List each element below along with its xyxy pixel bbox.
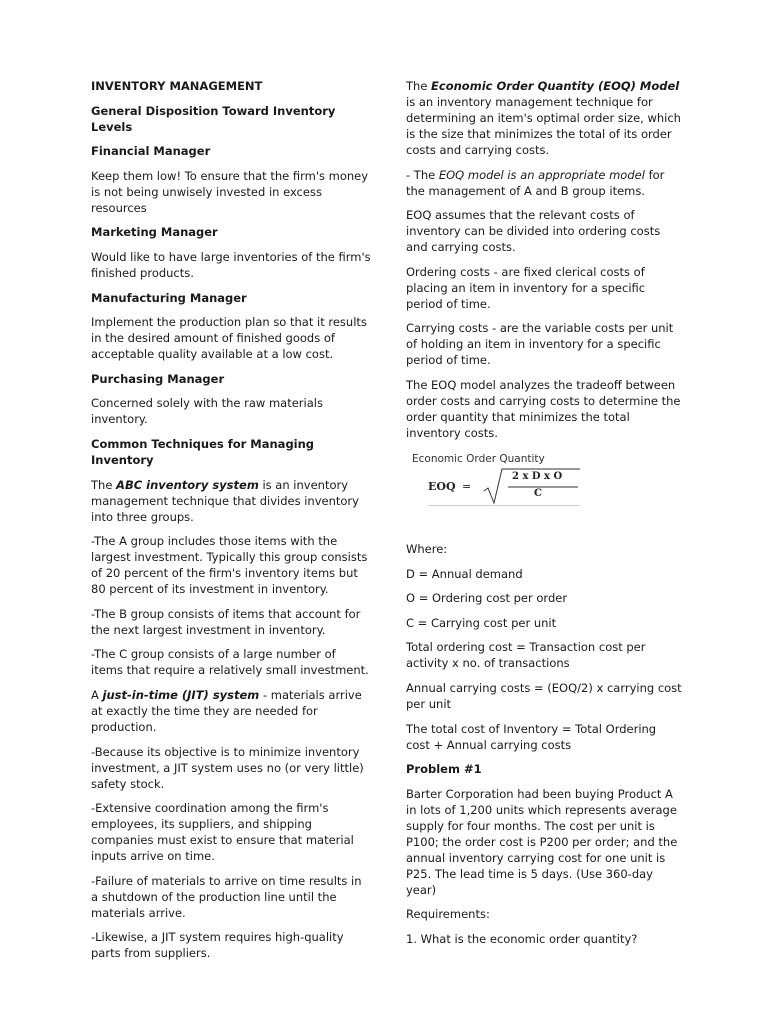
jit-point-3: -Failure of materials to arrive on time results in a shutdown of the production line until the materials arrive. <box>91 873 362 920</box>
ordering-costs-definition: Ordering costs - are fixed clerical costs of placing an item in inventory for a specific period of time. <box>406 264 646 311</box>
section-heading: General Disposition Toward Inventory Levels <box>91 103 336 134</box>
manufacturing-manager-text: Implement the production plan so that it results in the desired amount of finished goods of acceptable quality available at a low cost. <box>91 315 367 362</box>
problem-heading: Problem #1 <box>406 762 482 777</box>
eoq-formula-image <box>412 453 582 513</box>
abc-group-a: -The A group includes those items with the largest investment. Typically this group consists of 20 percent of the firm's inventory items but 80 percent of its investment in inventory. <box>91 534 368 597</box>
formula-numerator: 2 x D x O <box>512 470 563 482</box>
d-definition: D = Annual demand <box>406 566 523 581</box>
jit-point-1: -Because its objective is to minimize inventory investment, a JIT system uses no (or very little) safety stock. <box>91 744 364 791</box>
o-definition: O = Ordering cost per order <box>406 591 568 606</box>
purchasing-manager-text: Concerned solely with the raw materials inventory. <box>91 396 323 427</box>
jit-intro <box>91 687 371 735</box>
abc-intro-post: is an inventory management technique that divides inventory into three groups. <box>91 477 359 524</box>
jit-term: just-in-time (JIT) system <box>102 687 260 702</box>
eoq-applicability-term: EOQ model is an appropriate model <box>438 167 645 182</box>
abc-term: ABC inventory system <box>116 477 259 492</box>
carrying-costs-definition: Carrying costs - are the variable costs per unit of holding an item in inventory for a specific period of time. <box>406 321 674 368</box>
eoq-applicability <box>406 167 682 199</box>
formula-equals: = <box>462 479 472 493</box>
eoq-assumption: EOQ assumes that the relevant costs of inventory can be divided into ordering costs and carrying costs. <box>406 208 661 255</box>
problem-text: Barter Corporation had been buying Product A in lots of 1,200 units which represents average supply for four months. The cost per unit is P100; the order cost is P200 per order; and the annual inventory carrying cost for one unit is P25. The lead time is 5 days. (Use 360-day year) <box>406 786 678 897</box>
jit-point-4: -Likewise, a JIT system requires high-quality parts from suppliers. <box>91 930 344 961</box>
eoq-term: Economic Order Quantity (EOQ) Model <box>431 79 680 93</box>
financial-manager-text: Keep them low! To ensure that the firm's money is not being unwisely invested in excess resources <box>91 168 369 215</box>
eoq-applicability-pre: - The <box>406 167 439 182</box>
techniques-heading: Common Techniques for Managing Inventory <box>91 436 315 467</box>
formula-underline <box>428 505 580 506</box>
eoq-intro-post: is an inventory management technique for determining an item's optimal order size, which is the size that minimizes the total of its order costs and carrying costs. <box>406 95 681 157</box>
requirements-heading: Requirements: <box>406 907 490 922</box>
eoq-tradeoff: The EOQ model analyzes the tradeoff between order costs and carrying costs to determine the order quantity that minimizes the total inventory costs. <box>406 377 681 440</box>
abc-intro-pre: The <box>91 477 117 492</box>
manufacturing-manager-heading: Manufacturing Manager <box>91 290 247 305</box>
where-label: Where: <box>406 541 448 556</box>
right-column <box>406 78 682 956</box>
total-cost-of-inventory: The total cost of Inventory = Total Ordering cost + Annual carrying costs <box>406 721 657 752</box>
formula-denominator: C <box>534 487 542 499</box>
abc-group-c: -The C group consists of a large number of items that require a relatively small investment. <box>91 647 369 678</box>
jit-intro-pre: A <box>91 687 103 702</box>
annual-carrying-costs: Annual carrying costs = (EOQ/2) x carrying cost per unit <box>406 680 682 711</box>
abc-group-b: -The B group consists of items that account for the next largest investment in inventory. <box>91 606 361 637</box>
left-column <box>91 78 371 970</box>
requirement-1: 1. What is the economic order quantity? <box>406 931 638 946</box>
document-title: INVENTORY MANAGEMENT <box>91 79 263 93</box>
total-ordering-cost: Total ordering cost = Transaction cost per activity x no. of transactions <box>406 640 646 671</box>
jit-intro-post: - materials arrive at exactly the time they are needed for production. <box>91 687 362 734</box>
purchasing-manager-heading: Purchasing Manager <box>91 371 225 386</box>
eoq-intro-pre: The <box>406 79 432 93</box>
eoq-intro <box>406 78 682 158</box>
formula-label: EOQ <box>428 479 456 493</box>
marketing-manager-text: Would like to have large inventories of the firm's finished products. <box>91 249 371 280</box>
abc-intro <box>91 477 371 525</box>
financial-manager-heading: Financial Manager <box>91 144 211 159</box>
jit-point-2: -Extensive coordination among the firm's employees, its suppliers, and shipping companies must exist to ensure that material inputs arrive on time. <box>91 801 354 864</box>
c-definition: C = Carrying cost per unit <box>406 615 557 630</box>
formula-title: Economic Order Quantity <box>412 452 545 465</box>
eoq-applicability-post: for the management of A and B group items. <box>406 167 665 198</box>
marketing-manager-heading: Marketing Manager <box>91 225 218 240</box>
